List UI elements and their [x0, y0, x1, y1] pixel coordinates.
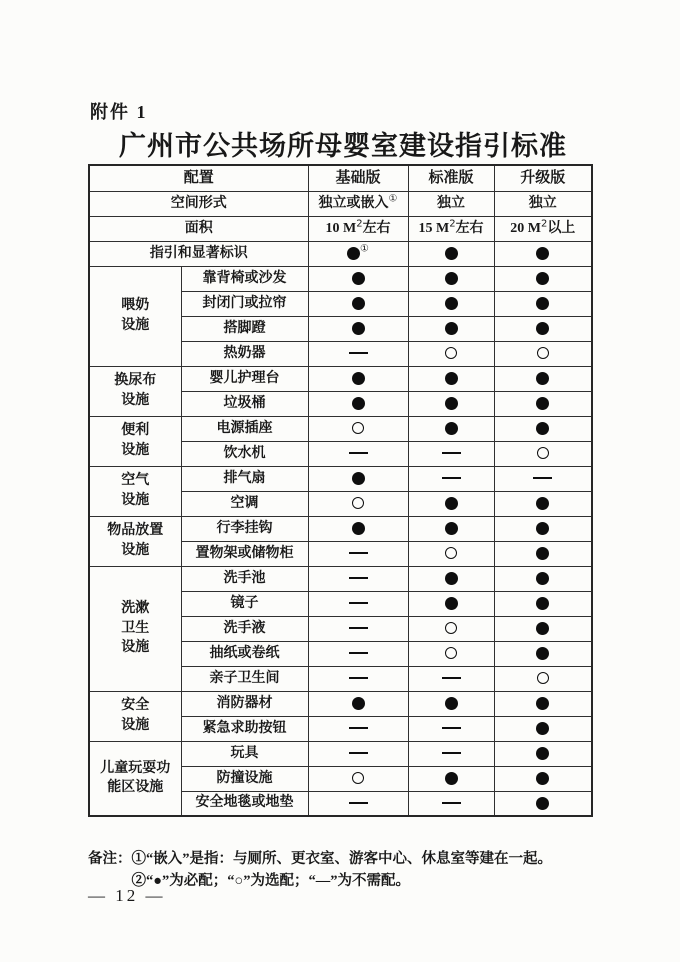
- value-cell: [308, 741, 408, 766]
- filled-circle-symbol: [536, 422, 549, 435]
- category-label-line: 换尿布: [114, 373, 157, 389]
- value-cell: [308, 391, 408, 416]
- table-row: [89, 566, 592, 591]
- dash-symbol: [349, 802, 368, 804]
- value-cell: [308, 416, 408, 441]
- value-cell: 15 M$^2$左右: [408, 216, 494, 241]
- value-cell: 20 M$^2$以上: [494, 216, 592, 241]
- dash-symbol: [442, 802, 461, 804]
- value-cell: [408, 791, 494, 816]
- category-label-line: 设施: [121, 493, 150, 508]
- row-label-cell: 指引和显著标识: [89, 241, 308, 266]
- dash-symbol: [349, 727, 368, 729]
- filled-circle-symbol: [536, 497, 549, 510]
- filled-circle-symbol: [445, 322, 458, 335]
- value-cell: [494, 341, 592, 366]
- value-cell: [408, 466, 494, 491]
- filled-circle-symbol: [352, 397, 365, 410]
- filled-circle-symbol: [536, 522, 549, 535]
- value-cell: [408, 366, 494, 391]
- filled-circle-symbol: [445, 772, 458, 785]
- item-label-cell: 洗手液: [181, 616, 308, 641]
- item-label-cell: 镜子: [181, 591, 308, 616]
- dash-symbol: [349, 352, 368, 354]
- filled-circle-symbol: [536, 572, 549, 585]
- header-row: [89, 165, 592, 191]
- value-cell: [408, 291, 494, 316]
- table-row: [89, 216, 592, 241]
- value-cell: [408, 691, 494, 716]
- value-cell: [494, 366, 592, 391]
- filled-circle-symbol: [352, 522, 365, 535]
- dash-symbol: [442, 452, 461, 454]
- filled-circle-symbol: [536, 547, 549, 560]
- superscript-note-ref: ①: [360, 243, 369, 255]
- item-label-cell: 防撞设施: [181, 766, 308, 791]
- notes-lines: [132, 848, 553, 893]
- category-label-line: 设施: [121, 640, 150, 656]
- category-cell: [89, 691, 181, 741]
- category-label-line: 设施: [121, 718, 150, 733]
- value-cell: [308, 466, 408, 491]
- category-cell: [89, 416, 181, 466]
- filled-circle-symbol: [445, 572, 458, 585]
- value-cell: [494, 791, 592, 816]
- table-row: [89, 191, 592, 216]
- category-cell: [89, 266, 181, 366]
- item-label-cell: 垃圾桶: [181, 391, 308, 416]
- value-cell: [308, 291, 408, 316]
- value-cell: [494, 416, 592, 441]
- page-number: — 12 —: [88, 886, 166, 905]
- dash-symbol: [349, 602, 368, 604]
- filled-circle-symbol: [445, 697, 458, 710]
- table-row: [89, 741, 592, 766]
- superscript-note-ref: ①: [388, 193, 398, 205]
- value-cell: [408, 416, 494, 441]
- value-cell: [308, 791, 408, 816]
- table-row: [89, 266, 592, 291]
- category-label-line: 能区设施: [107, 780, 164, 796]
- value-cell: [494, 691, 592, 716]
- value-cell: [308, 566, 408, 591]
- value-cell: [408, 266, 494, 291]
- item-label-cell: 安全地毯或地垫: [181, 791, 308, 816]
- value-cell: [308, 766, 408, 791]
- superscript-note-ref: 2: [356, 218, 363, 230]
- value-cell: [494, 291, 592, 316]
- dash-symbol: [349, 627, 368, 629]
- value-cell: [494, 466, 592, 491]
- value-cell: [408, 341, 494, 366]
- category-label-line: 设施: [121, 443, 150, 458]
- category-label-line: 喂奶: [121, 298, 150, 314]
- value-cell: [408, 741, 494, 766]
- table-row: [89, 466, 592, 491]
- filled-circle-symbol: [352, 297, 365, 310]
- value-cell: [308, 691, 408, 716]
- category-label-line: 儿童玩耍功: [100, 760, 171, 776]
- category-label-line: 洗漱: [121, 601, 150, 617]
- category-label-line: 空气: [121, 473, 150, 489]
- filled-circle-symbol: [536, 622, 549, 635]
- value-cell: [494, 266, 592, 291]
- value-cell: [308, 716, 408, 741]
- category-cell: [89, 741, 181, 816]
- item-label-cell: 靠背椅或沙发: [181, 266, 308, 291]
- superscript-note-ref: 2: [540, 218, 548, 230]
- value-cell: [308, 266, 408, 291]
- item-label-cell: 行李挂钩: [181, 516, 308, 541]
- filled-circle-symbol: [445, 597, 458, 610]
- item-label-cell: 亲子卫生间: [181, 666, 308, 691]
- value-cell: [494, 241, 592, 266]
- category-label-line: 设施: [121, 543, 150, 558]
- value-cell: [494, 716, 592, 741]
- value-cell: [408, 716, 494, 741]
- open-circle-symbol: [445, 547, 457, 559]
- value-cell: [408, 391, 494, 416]
- open-circle-symbol: [352, 422, 364, 434]
- value-cell: [494, 741, 592, 766]
- item-label-cell: 抽纸或卷纸: [181, 641, 308, 666]
- dash-symbol: [442, 752, 461, 754]
- dash-symbol: [349, 752, 368, 754]
- value-cell: [408, 641, 494, 666]
- filled-circle-symbol: [445, 372, 458, 385]
- edition-header-cell: 基础版: [308, 165, 408, 191]
- row-label-cell: 面积: [89, 216, 308, 241]
- filled-circle-symbol: [445, 397, 458, 410]
- open-circle-symbol: [537, 447, 549, 459]
- value-cell: [408, 441, 494, 466]
- dash-symbol: [533, 477, 552, 479]
- value-cell: [408, 516, 494, 541]
- filled-circle-symbol: [536, 597, 549, 610]
- open-circle-symbol: [445, 647, 457, 659]
- filled-circle-symbol: [536, 747, 549, 760]
- value-cell: [308, 641, 408, 666]
- category-label-line: 设施: [121, 393, 150, 408]
- value-cell: [308, 591, 408, 616]
- value-cell: [408, 616, 494, 641]
- filled-circle-symbol: [445, 497, 458, 510]
- item-label-cell: 置物架或储物柜: [181, 541, 308, 566]
- open-circle-symbol: [537, 672, 549, 684]
- filled-circle-symbol: [352, 372, 365, 385]
- value-cell: [308, 441, 408, 466]
- filled-circle-symbol: [536, 697, 549, 710]
- filled-circle-symbol: [445, 247, 458, 260]
- value-cell: [408, 316, 494, 341]
- dash-symbol: [349, 552, 368, 554]
- dash-symbol: [349, 577, 368, 579]
- filled-circle-symbol: [445, 522, 458, 535]
- open-circle-symbol: [537, 347, 549, 359]
- item-label-cell: 饮水机: [181, 441, 308, 466]
- dash-symbol: [349, 452, 368, 454]
- value-cell: [494, 591, 592, 616]
- value-cell: [308, 516, 408, 541]
- category-cell: [89, 466, 181, 516]
- filled-circle-symbol: [536, 322, 549, 335]
- open-circle-symbol: [352, 497, 364, 509]
- table-body: [89, 191, 592, 816]
- value-cell: [308, 366, 408, 391]
- value-cell: [494, 641, 592, 666]
- item-label-cell: 洗手池: [181, 566, 308, 591]
- value-cell: 独立: [408, 191, 494, 216]
- dash-symbol: [442, 727, 461, 729]
- category-label-line: 卫生: [121, 620, 150, 636]
- edition-header-cell: 标准版: [408, 165, 494, 191]
- table-row: [89, 691, 592, 716]
- dash-symbol: [442, 677, 461, 679]
- filled-circle-symbol: [352, 697, 365, 710]
- value-cell: [494, 541, 592, 566]
- value-cell: [494, 766, 592, 791]
- value-cell: [494, 616, 592, 641]
- note-line: ①“嵌入”是指：与厕所、更衣室、游客中心、休息室等建在一起。: [131, 851, 552, 867]
- filled-circle-symbol: [536, 772, 549, 785]
- filled-circle-symbol: [445, 422, 458, 435]
- page-title: 广州市公共场所母婴室建设指引标准: [119, 131, 567, 161]
- filled-circle-symbol: [536, 722, 549, 735]
- open-circle-symbol: [352, 772, 364, 784]
- value-cell: [408, 566, 494, 591]
- item-label-cell: 封闭门或拉帘: [181, 291, 308, 316]
- table-header: [89, 165, 592, 191]
- value-cell: [308, 616, 408, 641]
- note-line: ②“●”为必配；“○”为选配；“—”为不需配。: [131, 873, 411, 890]
- config-header-cell: 配置: [89, 165, 308, 191]
- value-cell: [408, 666, 494, 691]
- category-label-line: 安全: [121, 698, 150, 714]
- value-cell: [308, 491, 408, 516]
- value-cell: [494, 316, 592, 341]
- value-cell: 独立: [494, 191, 592, 216]
- value-cell: [308, 541, 408, 566]
- item-label-cell: 热奶器: [181, 341, 308, 366]
- dash-symbol: [349, 652, 368, 654]
- item-label-cell: 玩具: [181, 741, 308, 766]
- table-row: [89, 516, 592, 541]
- value-cell: [408, 766, 494, 791]
- category-cell: [89, 566, 181, 691]
- filled-circle-symbol: [445, 297, 458, 310]
- table-row: [89, 416, 592, 441]
- filled-circle-symbol: [536, 797, 549, 810]
- dash-symbol: [349, 677, 368, 679]
- item-label-cell: 空调: [181, 491, 308, 516]
- attachment-label: 附件 1: [90, 102, 148, 122]
- filled-circle-symbol: [536, 397, 549, 410]
- value-cell: [308, 241, 408, 266]
- table-row: [89, 241, 592, 266]
- value-cell: [494, 516, 592, 541]
- filled-circle-symbol: [445, 272, 458, 285]
- value-cell: [494, 666, 592, 691]
- standards-table: [88, 164, 593, 817]
- open-circle-symbol: [445, 347, 457, 359]
- value-cell: [308, 316, 408, 341]
- value-cell: [408, 491, 494, 516]
- filled-circle-symbol: [536, 247, 549, 260]
- value-cell: [308, 341, 408, 366]
- filled-circle-symbol: [347, 247, 360, 260]
- filled-circle-symbol: [536, 647, 549, 660]
- filled-circle-symbol: [536, 272, 549, 285]
- item-label-cell: 电源插座: [181, 416, 308, 441]
- value-cell: 10 M$^2$左右: [308, 216, 408, 241]
- filled-circle-symbol: [352, 272, 365, 285]
- filled-circle-symbol: [352, 322, 365, 335]
- filled-circle-symbol: [536, 297, 549, 310]
- value-cell: [494, 566, 592, 591]
- superscript-note-ref: 2: [449, 218, 456, 230]
- table-row: [89, 366, 592, 391]
- category-label-line: 便利: [121, 423, 150, 439]
- value-cell: 独立或嵌入①: [308, 191, 408, 216]
- category-cell: [89, 516, 181, 566]
- item-label-cell: 婴儿护理台: [181, 366, 308, 391]
- notes-label: 备注：: [88, 851, 132, 867]
- item-label-cell: 排气扇: [181, 466, 308, 491]
- category-label-line: 物品放置: [107, 523, 164, 539]
- open-circle-symbol: [445, 622, 457, 634]
- category-label-line: 设施: [121, 318, 150, 333]
- row-label-cell: 空间形式: [89, 191, 308, 216]
- filled-circle-symbol: [536, 372, 549, 385]
- item-label-cell: 紧急求助按钮: [181, 716, 308, 741]
- category-cell: [89, 366, 181, 416]
- value-cell: [494, 391, 592, 416]
- value-cell: [494, 491, 592, 516]
- value-cell: [494, 441, 592, 466]
- value-cell: [408, 541, 494, 566]
- filled-circle-symbol: [352, 472, 365, 485]
- value-cell: [308, 666, 408, 691]
- value-cell: [408, 591, 494, 616]
- dash-symbol: [442, 477, 461, 479]
- value-cell: [408, 241, 494, 266]
- item-label-cell: 消防器材: [181, 691, 308, 716]
- edition-header-cell: 升级版: [494, 165, 592, 191]
- item-label-cell: 搭脚蹬: [181, 316, 308, 341]
